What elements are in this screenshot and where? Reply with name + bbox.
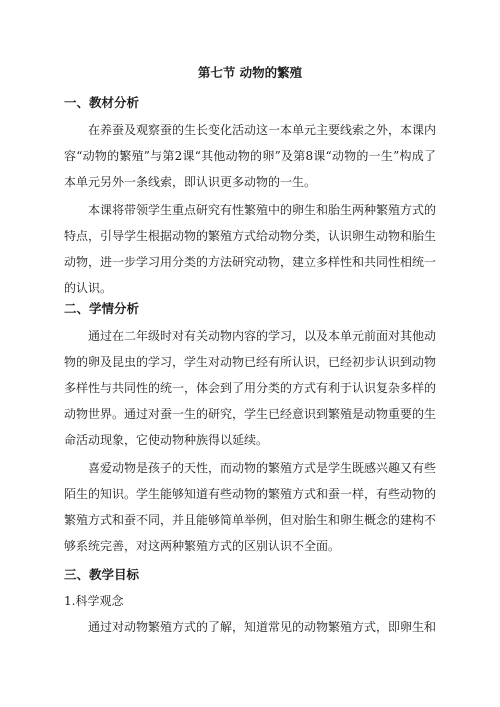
section-heading-learner-analysis: 二、学情分析 bbox=[64, 301, 140, 316]
paragraph-scientific-concepts: 通过对动物繁殖方式的了解，知道常见的动物繁殖方式，即卵生和 bbox=[88, 620, 437, 634]
paragraph-textbook-analysis-2: 本课将带领学生重点研究有性繁殖中的卵生和胎生两种繁殖方式的特点，引导学生根据动物的繁殖方式给动物分类，认识卵生动物和胎生动物，进一步学习用分类的方法研究动物，建立多样性和共同性相统一的认识。 bbox=[64, 203, 437, 295]
paragraph-textbook-analysis-1: 在养蚕及观察蚕的生长变化活动这一本单元主要线索之外，本课内容“动物的繁殖”与第2课“其他动物的卵”及第8课“动物的一生”构成了本单元另外一条线索，即认识更多动物的一生。 bbox=[64, 123, 437, 189]
paragraph-learner-analysis-2: 喜爱动物是孩子的天性，而动物的繁殖方式是学生既感兴趣又有些陌生的知识。学生能够知道有些动物的繁殖方式和蚕一样，有些动物的繁殖方式和蚕不同，并且能够简单举例，但对胎生和卵生概念的建构不够系统完善，对这两种繁殖方式的区别认识不全面。 bbox=[64, 461, 437, 553]
section-heading-textbook-analysis: 一、教材分析 bbox=[64, 95, 140, 110]
page-title: 第七节 动物的繁殖 bbox=[197, 65, 303, 80]
subheading-scientific-concepts: 1.科学观念 bbox=[64, 594, 124, 608]
section-heading-teaching-goals: 三、教学目标 bbox=[64, 567, 140, 582]
paragraph-learner-analysis-1: 通过在二年级时对有关动物内容的学习，以及本单元前面对其他动物的卵及昆虫的学习，学生对动物已经有所认识，已经初步认识到动物多样性与共同性的统一，体会到了用分类的方式有利于认识复杂多样的动物世界。通过对蚕一生的研究，学生已经意识到繁殖是动物重要的生命活动现象，它使动物种族得以延续。 bbox=[64, 329, 437, 447]
